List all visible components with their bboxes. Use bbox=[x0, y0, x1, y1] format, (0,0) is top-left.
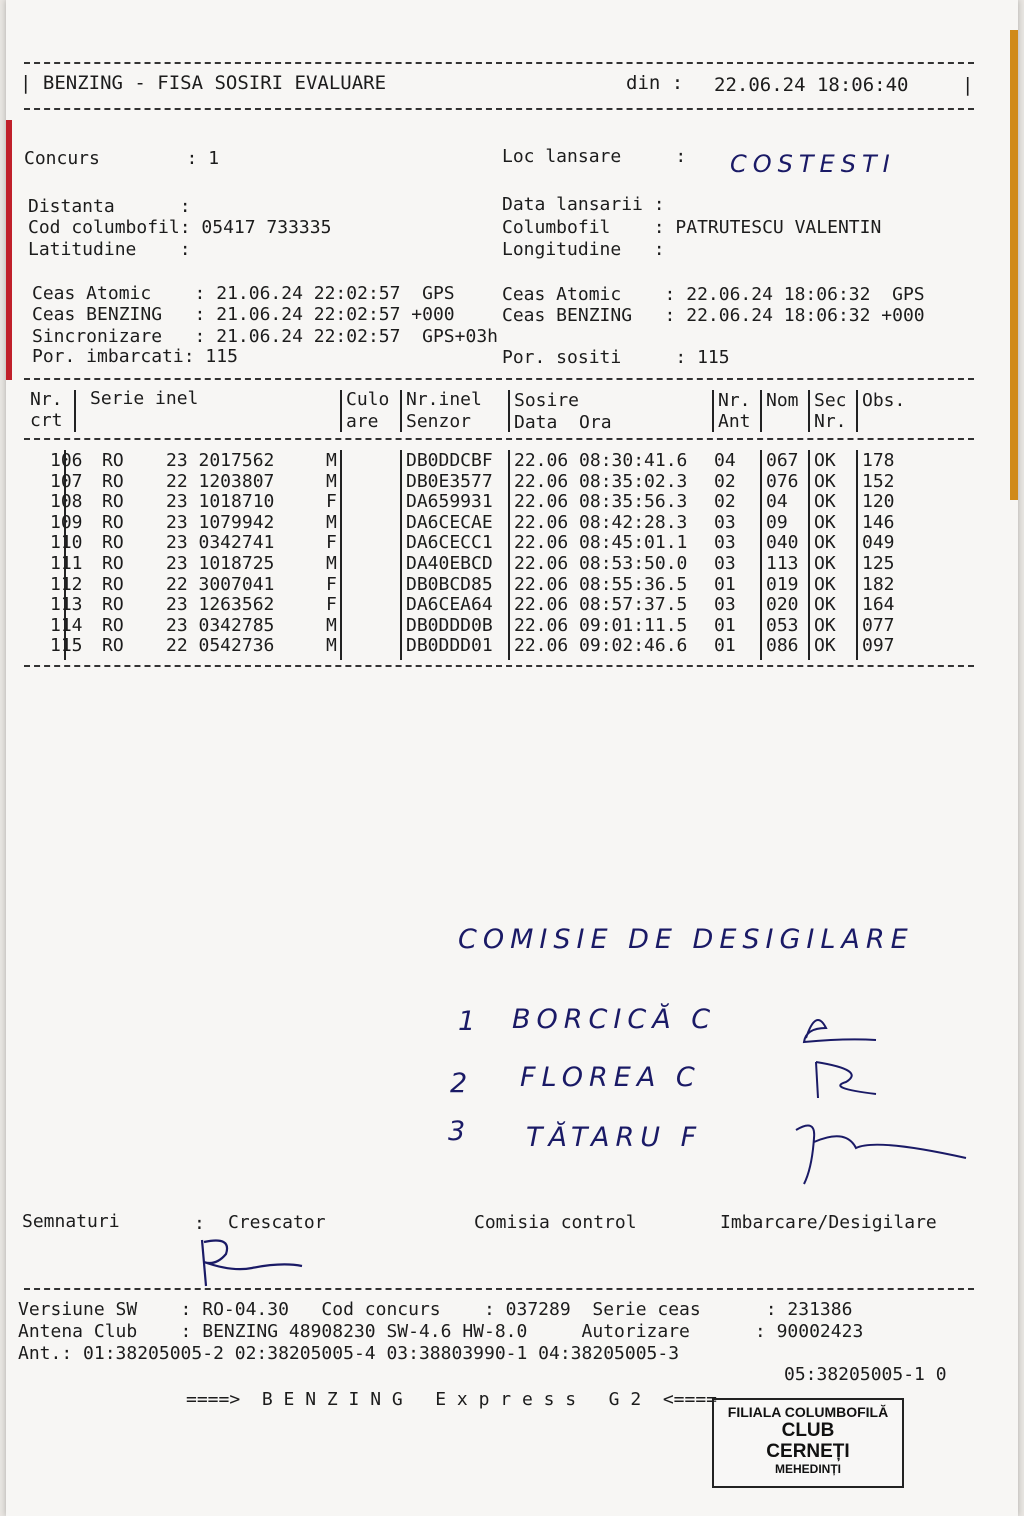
row-obs: 097 bbox=[862, 635, 895, 657]
row-obs: 178 bbox=[862, 450, 895, 471]
footer-antena: Antena Club : BENZING 48908230 SW-4.6 HW-8.0 Autorizare : 90002423 bbox=[18, 1321, 864, 1342]
row-nom: 09 bbox=[766, 511, 788, 533]
row-antena: 03 bbox=[714, 594, 736, 616]
row-antena: 03 bbox=[714, 532, 736, 554]
sep-6 bbox=[760, 390, 762, 432]
row-senzor: DA40EBCD bbox=[406, 553, 493, 574]
row-sec: OK bbox=[814, 450, 836, 471]
sep-3 bbox=[400, 390, 402, 432]
divider-table-top bbox=[24, 378, 974, 380]
col-sec-nr: Nr. bbox=[814, 411, 847, 432]
col-obs: Obs. bbox=[862, 390, 906, 411]
col-nr-crt-2: crt bbox=[30, 410, 63, 431]
row-sex: M bbox=[326, 553, 337, 574]
row-senzor: DB0DDD0B bbox=[406, 614, 493, 636]
loc-lansare-label: Loc lansare : bbox=[502, 146, 687, 167]
row-antena: 03 bbox=[714, 511, 736, 533]
latitudine-field: Latitudine : bbox=[28, 239, 191, 260]
commission-title: COMISIE DE DESIGILARE bbox=[458, 924, 914, 955]
row-serie-tara: RO bbox=[102, 450, 124, 471]
sep-1 bbox=[74, 390, 76, 432]
sep-body-8 bbox=[856, 450, 858, 660]
row-serie-tara: RO bbox=[102, 532, 124, 554]
row-nom: 040 bbox=[766, 532, 799, 554]
row-sosire: 22.06 08:30:41.6 bbox=[514, 450, 688, 471]
row-nr: 114 bbox=[50, 614, 83, 636]
row-sec: OK bbox=[814, 511, 836, 533]
imbarcare-label: Imbarcare/Desigilare bbox=[720, 1212, 937, 1233]
row-senzor: DB0E3577 bbox=[406, 470, 493, 492]
data-lansarii-field: Data lansarii : bbox=[502, 194, 665, 215]
row-serie-tara: RO bbox=[102, 511, 124, 533]
row-sosire: 22.06 08:42:28.3 bbox=[514, 511, 688, 533]
row-sosire: 22.06 08:35:02.3 bbox=[514, 470, 688, 492]
row-nr: 115 bbox=[50, 635, 83, 657]
row-sec: OK bbox=[814, 635, 836, 657]
row-nom: 04 bbox=[766, 491, 788, 513]
row-serie-inel: 22 0542736 bbox=[166, 635, 275, 657]
row-sosire: 22.06 08:35:56.3 bbox=[514, 491, 688, 513]
row-obs: 120 bbox=[862, 491, 895, 513]
row-senzor: DB0BCD85 bbox=[406, 573, 493, 595]
col-nr-inel: Nr.inel bbox=[406, 389, 482, 410]
row-sex: M bbox=[326, 450, 337, 471]
col-senzor: Senzor bbox=[406, 411, 472, 432]
ceas-benzing-end: Ceas BENZING : 22.06.24 18:06:32 +000 bbox=[502, 305, 925, 326]
member-1-num: 1 bbox=[458, 1006, 482, 1037]
row-obs: 182 bbox=[862, 573, 895, 595]
distanta-field: Distanta : bbox=[28, 196, 191, 217]
row-senzor: DA6CEA64 bbox=[406, 594, 493, 616]
row-sex: M bbox=[326, 614, 337, 636]
row-serie-tara: RO bbox=[102, 635, 124, 657]
row-senzor: DA659931 bbox=[406, 491, 493, 513]
row-antena: 02 bbox=[714, 491, 736, 513]
stamp-line-4: MEHEDINȚI bbox=[775, 1462, 841, 1476]
member-1-name: BORCICĂ C bbox=[512, 1004, 717, 1035]
row-serie-tara: RO bbox=[102, 573, 124, 595]
row-sec: OK bbox=[814, 491, 836, 513]
row-sec: OK bbox=[814, 573, 836, 595]
sep-5 bbox=[712, 390, 714, 432]
col-serie-inel: Serie inel bbox=[90, 388, 199, 409]
col-culoare: Culo bbox=[346, 389, 390, 410]
row-senzor: DB0DDD01 bbox=[406, 635, 493, 657]
col-culoare-2: are bbox=[346, 411, 379, 432]
row-nr: 107 bbox=[50, 470, 83, 492]
sincronizare-field: Sincronizare : 21.06.24 22:02:57 GPS+03h bbox=[32, 326, 498, 347]
row-sosire: 22.06 08:45:01.1 bbox=[514, 532, 688, 554]
row-serie-tara: RO bbox=[102, 491, 124, 513]
row-sosire: 22.06 08:53:50.0 bbox=[514, 553, 688, 574]
row-nom: 086 bbox=[766, 635, 799, 657]
row-nom: 067 bbox=[766, 450, 799, 471]
crescator-label: Crescator bbox=[228, 1212, 326, 1233]
divider-table-bottom bbox=[24, 665, 974, 667]
stamp-line-2: CLUB bbox=[781, 1420, 835, 1441]
cod-columbofil-field: Cod columbofil: 05417 733335 bbox=[28, 217, 332, 238]
sep-2 bbox=[340, 390, 342, 432]
stamp-line-3: CERNEȚI bbox=[766, 1441, 850, 1462]
row-serie-inel: 23 2017562 bbox=[166, 450, 275, 471]
col-nr-crt: Nr. bbox=[30, 389, 63, 410]
row-obs: 049 bbox=[862, 532, 895, 554]
divider-footer bbox=[24, 1288, 974, 1290]
row-sex: M bbox=[326, 635, 337, 657]
semnaturi-colon: : bbox=[194, 1213, 205, 1234]
row-sosire: 22.06 08:55:36.5 bbox=[514, 573, 688, 595]
row-sec: OK bbox=[814, 553, 836, 574]
row-serie-tara: RO bbox=[102, 594, 124, 616]
row-sex: M bbox=[326, 511, 337, 533]
row-obs: 164 bbox=[862, 594, 895, 616]
member-3-name: TĂTARU F bbox=[526, 1122, 703, 1153]
col-sec: Sec bbox=[814, 390, 847, 411]
commission-signatures bbox=[786, 998, 986, 1198]
member-2-num: 2 bbox=[450, 1068, 474, 1099]
date-label: din : bbox=[626, 72, 684, 94]
porumbei-imbarcati: Por. imbarcati: 115 bbox=[32, 346, 238, 367]
row-obs: 146 bbox=[862, 511, 895, 533]
row-antena: 01 bbox=[714, 614, 736, 636]
ceas-atomic-start: Ceas Atomic : 21.06.24 22:02:57 GPS bbox=[32, 283, 455, 304]
document-title: | BENZING - FISA SOSIRI EVALUARE bbox=[20, 72, 387, 94]
row-nr: 112 bbox=[50, 573, 83, 595]
columbofil-field: Columbofil : PATRUTESCU VALENTIN bbox=[502, 217, 882, 238]
row-sex: F bbox=[326, 573, 337, 595]
col-ant: Ant bbox=[718, 411, 751, 432]
row-nr: 113 bbox=[50, 594, 83, 616]
sep-8 bbox=[856, 390, 858, 432]
row-sec: OK bbox=[814, 614, 836, 636]
row-nr: 109 bbox=[50, 511, 83, 533]
sep-body-3 bbox=[400, 450, 402, 660]
row-sec: OK bbox=[814, 532, 836, 554]
row-serie-inel: 23 0342785 bbox=[166, 614, 275, 636]
sep-body-2 bbox=[340, 450, 342, 660]
row-serie-inel: 22 3007041 bbox=[166, 573, 275, 595]
longitudine-field: Longitudine : bbox=[502, 239, 665, 260]
col-data-ora: Data Ora bbox=[514, 412, 612, 433]
row-sec: OK bbox=[814, 470, 836, 492]
benzing-express: ====> B E N Z I N G E x p r e s s G 2 <==== bbox=[186, 1389, 718, 1410]
row-obs: 152 bbox=[862, 470, 895, 492]
row-sex: M bbox=[326, 470, 337, 492]
footer-versiune: Versiune SW : RO-04.30 Cod concurs : 037289 Serie ceas : 231386 bbox=[18, 1299, 853, 1320]
row-antena: 01 bbox=[714, 573, 736, 595]
stamp-line-1: FILIALA COLUMBOFILĂ bbox=[727, 1404, 889, 1420]
col-nom: Nom bbox=[766, 390, 799, 411]
row-sec: OK bbox=[814, 594, 836, 616]
footer-antena-5: 05:38205005-1 0 bbox=[784, 1364, 947, 1385]
paper-edge-right bbox=[1010, 30, 1018, 500]
porumbei-sositi: Por. sositi : 115 bbox=[502, 347, 730, 368]
divider-table-header bbox=[24, 438, 974, 440]
divider-top bbox=[24, 62, 974, 64]
ceas-atomic-end: Ceas Atomic : 22.06.24 18:06:32 GPS bbox=[502, 284, 925, 305]
row-serie-tara: RO bbox=[102, 553, 124, 574]
concurs-field: Concurs : 1 bbox=[24, 148, 220, 169]
row-sex: F bbox=[326, 594, 337, 616]
loc-lansare-handwritten: COSTESTI bbox=[730, 150, 896, 178]
row-sosire: 22.06 09:01:11.5 bbox=[514, 614, 688, 636]
row-sosire: 22.06 09:02:46.6 bbox=[514, 635, 688, 657]
row-serie-inel: 23 1263562 bbox=[166, 594, 275, 616]
row-serie-inel: 23 1018710 bbox=[166, 491, 275, 513]
row-obs: 125 bbox=[862, 553, 895, 574]
paper-edge-left bbox=[6, 120, 12, 380]
row-obs: 077 bbox=[862, 614, 895, 636]
row-senzor: DA6CECC1 bbox=[406, 532, 493, 554]
row-nom: 019 bbox=[766, 573, 799, 595]
row-nom: 113 bbox=[766, 553, 799, 574]
row-serie-inel: 23 0342741 bbox=[166, 532, 275, 554]
row-nom: 053 bbox=[766, 614, 799, 636]
sep-4 bbox=[508, 390, 510, 432]
row-nr: 106 bbox=[50, 450, 83, 471]
row-antena: 03 bbox=[714, 553, 736, 574]
header-end-bar: | bbox=[962, 74, 974, 96]
row-nom: 076 bbox=[766, 470, 799, 492]
row-senzor: DB0DDCBF bbox=[406, 450, 493, 471]
row-sex: F bbox=[326, 532, 337, 554]
row-sosire: 22.06 08:57:37.5 bbox=[514, 594, 688, 616]
row-serie-tara: RO bbox=[102, 614, 124, 636]
date-value: 22.06.24 18:06:40 bbox=[714, 74, 909, 96]
ceas-benzing-start: Ceas BENZING : 21.06.24 22:02:57 +000 bbox=[32, 304, 455, 325]
divider-header bbox=[24, 108, 974, 110]
sep-7 bbox=[808, 390, 810, 432]
receipt-paper bbox=[6, 0, 1018, 1516]
sep-body-6 bbox=[760, 450, 762, 660]
sep-body-7 bbox=[808, 450, 810, 660]
row-nr: 108 bbox=[50, 491, 83, 513]
col-sosire: Sosire bbox=[514, 390, 580, 411]
row-antena: 01 bbox=[714, 635, 736, 657]
row-serie-inel: 23 1079942 bbox=[166, 511, 275, 533]
footer-antene: Ant.: 01:38205005-2 02:38205005-4 03:38803990-1 04:38205005-3 bbox=[18, 1343, 680, 1364]
club-stamp bbox=[712, 1398, 904, 1488]
row-serie-inel: 22 1203807 bbox=[166, 470, 275, 492]
semnaturi-label: Semnaturi bbox=[22, 1211, 120, 1232]
row-antena: 02 bbox=[714, 470, 736, 492]
row-nr: 110 bbox=[50, 532, 83, 554]
row-senzor: DA6CECAE bbox=[406, 511, 493, 533]
row-sex: F bbox=[326, 491, 337, 513]
row-nom: 020 bbox=[766, 594, 799, 616]
col-nr-ant: Nr. bbox=[718, 390, 751, 411]
row-antena: 04 bbox=[714, 450, 736, 471]
crescator-signature bbox=[192, 1232, 322, 1292]
row-serie-tara: RO bbox=[102, 470, 124, 492]
member-3-num: 3 bbox=[448, 1116, 472, 1147]
sep-body-4 bbox=[508, 450, 510, 660]
row-serie-inel: 23 1018725 bbox=[166, 553, 275, 574]
comisia-label: Comisia control bbox=[474, 1212, 637, 1233]
member-2-name: FLOREA C bbox=[520, 1062, 701, 1093]
row-nr: 111 bbox=[50, 553, 83, 574]
